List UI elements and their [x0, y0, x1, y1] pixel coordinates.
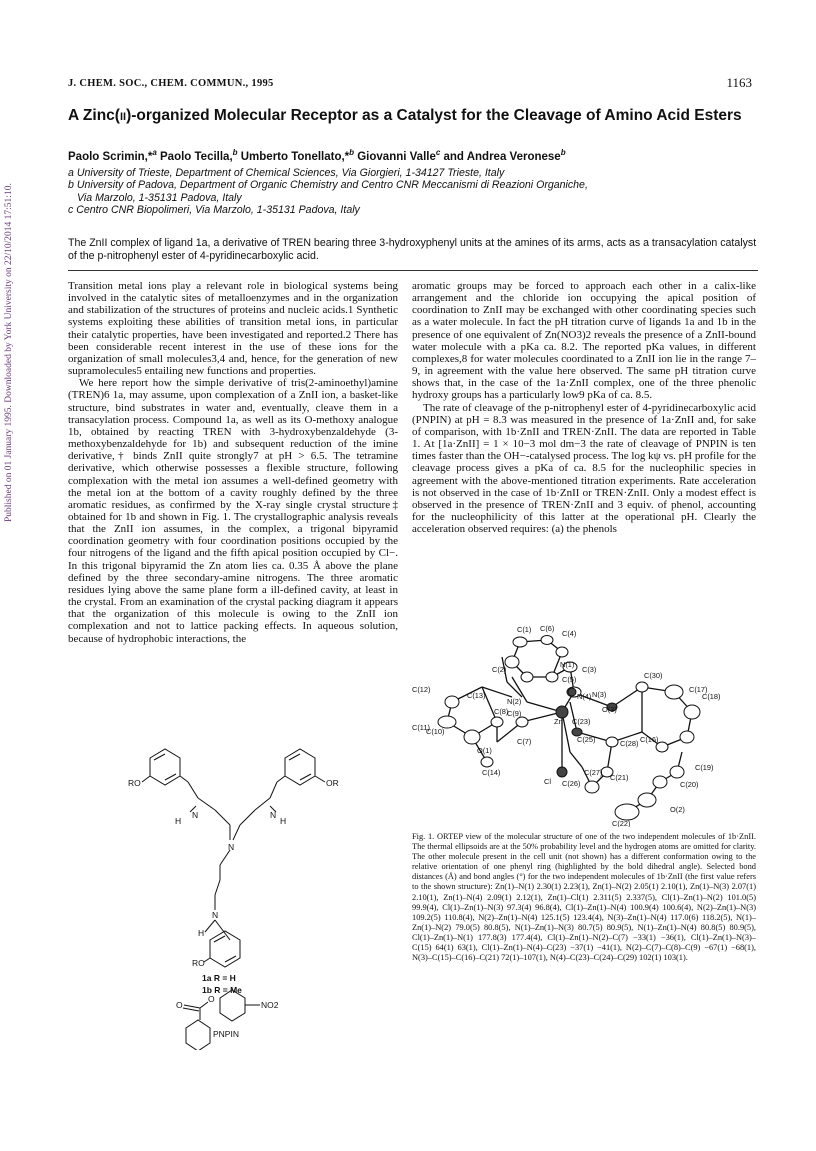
- atom-label: C(14): [482, 768, 501, 777]
- page-number: 1163: [726, 75, 752, 90]
- affiliation-b: b University of Padova, Department of Organic Chemistry and Centro CNR Meccanismi di Reazioni Organiche,: [68, 179, 588, 192]
- h-label: H: [198, 928, 205, 938]
- atom-label: C(28): [620, 739, 639, 748]
- atom-label: O(2): [670, 805, 685, 814]
- author-list: Paolo Scrimin,*$^a$ Paolo Tecilla,$^b$ Umberto Tonellato,*$^b$ Giovanni Valle$^c$ and Andrea Veronese$^b$: [68, 148, 566, 163]
- atom-label: C(12): [412, 685, 431, 694]
- paragraph: Transition metal ions play a relevant role in biological systems being involved in the catalytic sites of metalloenzymes and in the organization and stabilization of the structures of proteins and nucleic acids.1 Synthetic systems exploiting these abilities of transition metal ions, in particular their catalytic properties, have been investigated and reported.2 There has been considerable recent interest in the use of these ions for the organization of small molecules3,4 and, hence, for the generation of new supramolecules5 entailing new functions and properties.: [68, 280, 398, 378]
- affiliation-c: c Centro CNR Biopolimeri, Via Marzolo, 1-35131 Padova, Italy: [68, 204, 360, 217]
- atom-label: C(11): [412, 723, 430, 732]
- atom-label: Zn: [554, 717, 563, 726]
- abstract: The ZnII complex of ligand 1a, a derivative of TREN bearing three 3-hydroxyphenyl units at the amines of its arms, acts as a transacylation catalyst of the p-nitrophenyl ester of 4-pyridinecarboxylic acid.: [68, 237, 757, 262]
- atom-label: C(26): [562, 779, 581, 788]
- atom-label: C(1): [517, 625, 532, 634]
- n-label: N: [228, 842, 235, 852]
- atom-label: C(18): [702, 692, 721, 701]
- atom-label: C(9): [507, 709, 522, 718]
- atom-label: C(8): [494, 707, 509, 716]
- atom-label: C(19): [695, 763, 714, 772]
- pyridine-ring: [186, 1020, 210, 1050]
- atom-label: C(3): [582, 665, 597, 674]
- ro-label: RO: [128, 778, 141, 788]
- atom-label: C(7): [517, 737, 532, 746]
- pnpin-label: PNPIN: [213, 1029, 239, 1039]
- left-column: [68, 280, 398, 645]
- affiliation-a: a University of Trieste, Department of Chemical Sciences, Via Giorgieri, 1-34127 Trieste, Italy: [68, 167, 505, 179]
- compound-1a-label: 1a R = H: [202, 973, 236, 983]
- o-label: O: [176, 1000, 183, 1010]
- atom-label: O(1): [477, 746, 492, 755]
- atom-label: C(13): [467, 691, 486, 700]
- ortep-structure-figure: [412, 622, 756, 827]
- journal-header: J. CHEM. SOC., CHEM. COMMUN., 1995: [68, 78, 274, 89]
- abstract-divider: [68, 270, 758, 271]
- n-label: N: [270, 810, 277, 820]
- h-label: H: [175, 816, 182, 826]
- atom-label: C(10): [426, 727, 445, 736]
- atom-label: C(4): [562, 629, 577, 638]
- affiliations: [68, 167, 768, 217]
- atom-label: N(3): [592, 690, 607, 699]
- no2-label: NO2: [261, 1000, 279, 1010]
- atom-label: C(21): [610, 773, 629, 782]
- h-label: H: [280, 816, 287, 826]
- atom-label: O(3): [602, 705, 617, 714]
- download-watermark: Published on 01 January 1995. Downloaded by York University on 22/10/2014 17:51:10.: [4, 183, 14, 522]
- atom-label: C(30): [644, 671, 663, 680]
- affiliation-b-cont: Via Marzolo, 1-35131 Padova, Italy: [77, 191, 242, 204]
- atom-label: C(6): [540, 624, 555, 633]
- atom-label: C(27): [584, 768, 603, 777]
- atom-label: C(16): [640, 735, 659, 744]
- chemical-scheme: [120, 740, 380, 1050]
- figure-caption: Fig. 1. ORTEP view of the molecular structure of one of the two independent molecules of 1b·ZnII. The thermal ellipsoids are at the 50% probability level and the hydrogen atoms are omitted for clarity. The other molecule present in the cell unit (not shown) has a different conformation owing to the relative orientation of one phenyl ring (highlighted by the bold dihedral angle). Selected bond distances (Å) and bond angles (°) for the two independent molecules of 1b·ZnII (the first value refers to the shown structure): Zn(1)–N(1) 2.30(1) 2.23(1), Zn(1)–N(2) 2.05(1) 2.10(1), Zn(1)–N(3) 2.07(1) 2.10(1), Zn(1)–N(4) 2.09(1) 2.12(1), Zn(1)–Cl(1) 2.311(5) 2.337(5), Cl(1)–Zn(1)–N(2) 101.0(5) 99.9(4), Cl(1)–Zn(1)–N(3) 97.3(4) 96.8(4), Cl(1)–Zn(1)–N(4) 100.9(4) 100.6(4), N(2)–Zn(1)–N(3) 109.2(5) 110.8(4), N(2)–Zn(1)–N(4) 125.1(5) 123.4(4), N(3)–Zn(1)–N(4) 117.0(6) 118.2(5), N(1)–Zn(1)–N(2) 79.0(5) 80.8(5), N(1)–Zn(1)–N(3) 80.7(5) 80.9(5), N(1)–Zn(1)–N(4) 80.8(5) 80.9(5), Cl(1)–Zn(1)–N(1) 177.8(3) 177.4(4), Cl(1)–Zn(1)–N(2)–C(7) −33(1) −36(1), Cl(1)–Zn(1)–N(3)–C(15) 64(1) 63(1), Cl(1)–Zn(1)–N(4)–C(23) −37(1) −41(1), N(2)–C(7)–C(8)–C(9) −67(1) −68(1), N(3)–C(15)–C(16)–C(21) 72(1)–107(1), N(4)–C(23)–C(24)–C(29) 102(1) 103(1).: [412, 832, 756, 963]
- right-column: [412, 280, 756, 535]
- paragraph: We here report how the simple derivative of tris(2-aminoethyl)amine (TREN)6 1a, may assume, upon complexation of a ZnII ion, a basket-like structure, bind substrates in water and, eventually, cleave them in a transacylation process. Compound 1a, as well as its O-methoxy analogue 1b, obtained by reacting TREN with 3-hydroxybenzaldehyde (3-methoxybenzaldehyde for 1b) and subsequent reduction of the imine derivative,† binds ZnII quite strongly7 at pH > 6.5. The tetramine derivative, which otherwise possesses a flexible structure, following complexation with the metal ion assumes a well-defined geometry with the metal ion at the bottom of a cavity roughly defined by the three aromatic residues, as confirmed by the X-ray single crystal structure‡ obtained for 1b and shown in Fig. 1. The crystallographic analysis reveals that the ZnII ion assumes, in the complex, a trigonal bipyramid coordination geometry with four coordination positions occupied by the four nitrogens of the ligand and the fifth apical position occupied by Cl−. In this trigonal bipyramid the Zn atom lies ca. 0.35 Å above the plane defined by the three secondary-amine nitrogens. The three aromatic residues lying above the same plane form a ill-defined cavity, at least in the crystal. From an examination of the crystal packing diagram it appears that the organization of this molecule is owing to the ZnII ion complexation and not to lattice packing effects. In aqueous solution, because of hydrophobic interactions, the: [68, 377, 398, 645]
- atom-label: C(20): [680, 780, 699, 789]
- atom-label: C(25): [577, 735, 596, 744]
- n-label: N: [212, 910, 219, 920]
- paragraph: The rate of cleavage of the p-nitrophenyl ester of 4-pyridinecarboxylic acid (PNPIN) at pH = 8.3 was measured in the presence of 1a·ZnII and, for sake of comparison, with 1b·ZnII and TREN·ZnII. The data are reported in Table 1. At [1a·ZnII] = 1 × 10−3 mol dm−3 the rate of cleavage of PNPIN is ten times faster than the OH−-catalysed process. The log kψ vs. pH profile for the cleavage process gives a pKa of ca. 8.5 for the nucleophilic species in agreement with the above-mentioned titration experiments. Rate acceleration is not observed in the case of 1b·ZnII or TREN·ZnII. Only a modest effect is observed in the presence of TREN·ZnII and 3 equiv. of phenol, accounting for the nucleophilicity of this latter at the operational pH. Clearly the acceleration observed requires: (a) the phenols: [412, 401, 756, 536]
- atom-label: C(17): [689, 685, 708, 694]
- atom-label: C(23): [572, 717, 591, 726]
- compound-1b-label: 1b R = Me: [202, 985, 242, 995]
- atom-label: N(1): [560, 660, 575, 669]
- or-label: OR: [326, 778, 339, 788]
- o-label: O: [208, 994, 215, 1004]
- atom-label: N(2): [507, 697, 522, 706]
- atom-label: C(2): [492, 665, 507, 674]
- paragraph: aromatic groups may be forced to approach each other in a calix-like arrangement and the chloride ion occupying the apical position of coordination to ZnII may be exchanged with other coordinating species such as a water molecule. In fact the pH titration curve of ligands 1a and 1b in the presence of one equivalent of Zn(NO3)2 reveals the presence of a ZnII-bound water molecule with a pKa ca. 8.2. The reported pKa values, in different complexes,8 for water molecules coordinated to a ZnII ion lie in the range 7–9, in agreement with the value here observed. The same pH titration curve shows that, in the case of the 1a·ZnII complex, one of the three phenolic hydroxy groups has a particularly low9 pKa of ca. 8.5.: [412, 280, 756, 402]
- atom-label: C(5): [562, 675, 577, 684]
- atom-label: Cl: [544, 777, 551, 786]
- ro-label: RO: [192, 958, 205, 968]
- n-label: N: [192, 810, 199, 820]
- article-title: A Zinc(II)-organized Molecular Receptor as a Catalyst for the Cleavage of Amino Acid Esters: [68, 107, 742, 124]
- atom-label: N(4): [577, 692, 592, 701]
- atom-label: C(22): [612, 819, 631, 827]
